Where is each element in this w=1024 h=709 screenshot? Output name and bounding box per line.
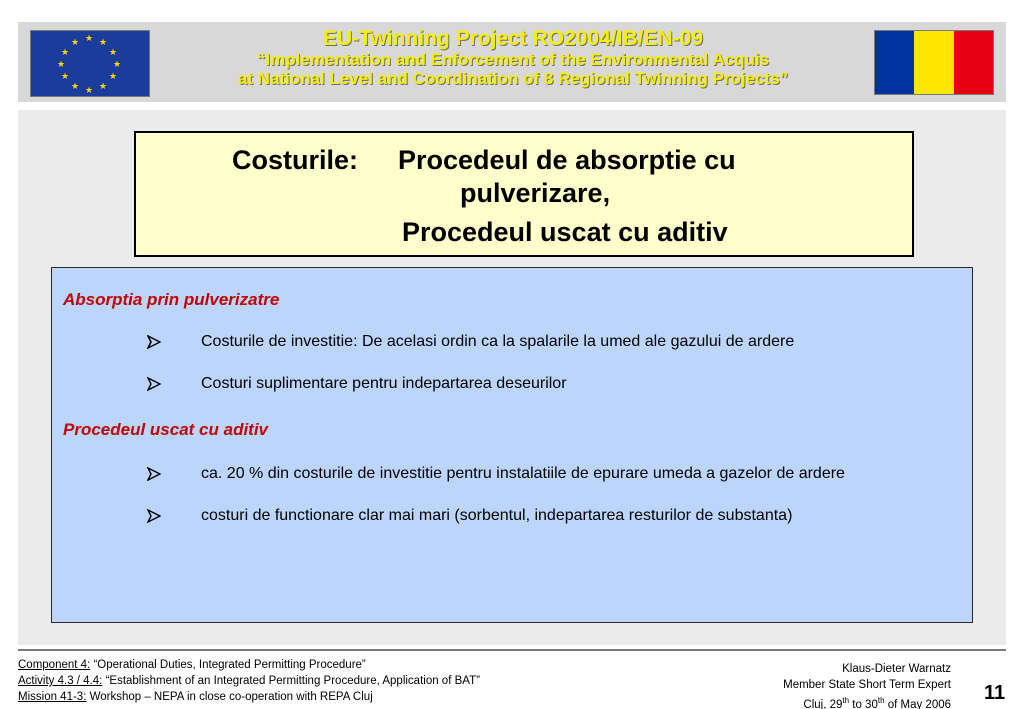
list-item [147,465,845,483]
project-title-line1: EU-Twinning Project RO2004/IB/EN-09 [322,27,704,50]
flag-stripe-yellow [914,31,953,94]
star-icon: ★ [109,48,118,58]
content-box [51,267,973,623]
date-sup: th [842,696,850,705]
slide-title-line1 [232,145,736,176]
slide-title-box [134,131,914,257]
activity-label: Activity 4.3 / 4.4: [18,675,103,687]
star-icon: ★ [109,72,118,82]
author-role: Member State Short Term Expert [783,679,951,691]
star-icon: ★ [71,38,80,48]
list-item [147,333,794,351]
project-title-line3: at National Level and Coordination of 8 Regional Twinning Projects” [237,69,789,88]
arrow-bullet-icon [147,377,173,391]
footer-author-info [783,661,951,709]
star-icon: ★ [113,60,122,70]
mission-text: Workshop – NEPA in close co-operation with REPA Cluj [86,691,373,703]
romania-flag-icon [874,30,994,95]
slide-title-label: Costurile: [232,145,359,175]
date-prefix: Cluj, 29 [803,698,843,709]
component-label: Component 4: [18,659,91,671]
star-icon: ★ [61,48,70,58]
page-number: 11 [984,682,1006,704]
activity-text: “Establishment of an Integrated Permitting Procedure, Application of BAT” [102,675,480,687]
project-title [168,28,858,88]
author-name: Klaus-Dieter Warnatz [842,663,951,675]
footer-mission [18,689,480,705]
arrow-bullet-icon [147,335,173,349]
star-icon: ★ [57,60,66,70]
bullet-text: ca. 20 % din costurile de investitie pentru instalatiile de epurare umeda a gazelor de ardere [201,465,845,482]
bullet-text: Costuri suplimentare pentru indepartarea deseurilor [201,375,567,392]
list-item [147,375,567,393]
star-icon: ★ [61,72,70,82]
slide-title-text1: Procedeul de absorptie cu [398,145,736,175]
footer-project-info [18,657,480,705]
list-item [147,507,792,525]
mission-label: Mission 41-3: [18,691,87,703]
event-date [783,693,951,709]
star-icon: ★ [71,82,80,92]
footer-divider [18,649,1006,651]
bullet-text: costuri de functionare clar mai mari (sorbentul, indepartarea resturilor de substanta) [201,507,793,524]
flag-stripe-red [954,31,993,94]
component-text: “Operational Duties, Integrated Permitting Procedure” [90,659,366,671]
date-sup: th [877,696,885,705]
header-banner [18,22,1006,102]
arrow-bullet-icon [147,467,173,481]
date-to: to 30 [849,698,878,709]
bullet-text: Costurile de investitie: De acelasi ordin ca la spalarile la umed ale gazului de ardere [201,333,795,350]
flag-stripe-blue [875,31,914,94]
section-heading: Procedeul uscat cu aditiv [63,420,269,439]
section-heading: Absorptia prin pulverizatre [63,290,280,309]
eu-flag-icon [30,30,150,97]
footer-activity [18,673,480,689]
slide-title-line2: pulverizare, [460,178,611,208]
star-icon: ★ [85,34,94,44]
footer-component [18,657,480,673]
arrow-bullet-icon [147,509,173,523]
slide-title-line3: Procedeul uscat cu aditiv [402,217,728,247]
star-icon: ★ [99,82,108,92]
project-title-line2: “Implementation and Enforcement of the Environmental Acquis [256,50,770,69]
star-icon: ★ [85,86,94,96]
date-suffix: of May 2006 [884,698,951,709]
star-icon: ★ [99,38,108,48]
